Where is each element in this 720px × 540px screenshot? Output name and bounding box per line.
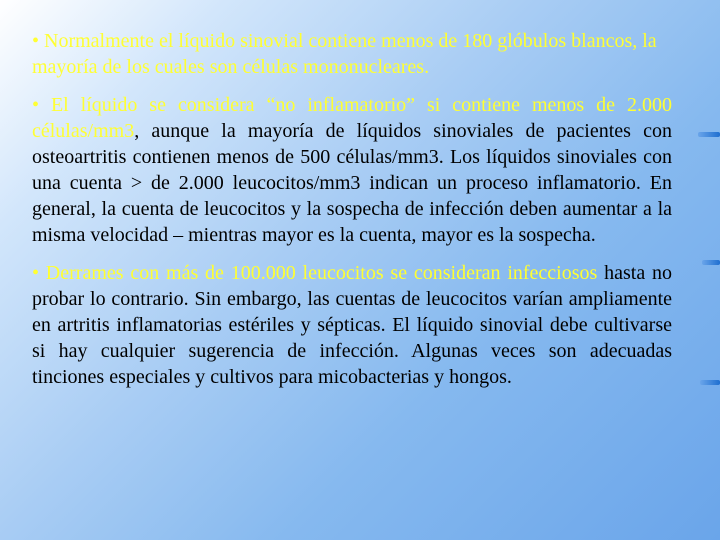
body-text: , aunque la mayoría de líquidos sinoviales de pacientes con osteoartritis contienen menos de 500 células/mm3. Los líquidos sinoviales con una cuenta > de 2.000 leucocitos/mm3 indican un proceso inflamatorio. En general, la cuenta de leucocitos y la sospecha de infección deben aumentar a la misma velocidad – mientras mayor es la cuenta, mayor es la sospecha. <box>32 120 672 246</box>
body-text: hasta no probar lo contrario. Sin embargo, las cuentas de leucocitos varían ampliamente en artritis inflamatorias estériles y sépticas. El líquido sinovial debe cultivarse si hay cualquier sugerencia de infección. Algunas veces son adecuadas tinciones especiales y cultivos para micobacterias y hongos. <box>32 262 672 388</box>
decorative-dash <box>702 260 720 265</box>
decorative-dashes <box>698 120 720 440</box>
slide-body <box>32 28 672 402</box>
highlighted-text: • El líquido se considera “no inflamatorio” si contiene menos de 2.000 células/mm3 <box>32 94 672 142</box>
paragraph-infectious-effusions <box>32 260 672 390</box>
paragraph-normal-leukocytes <box>32 28 672 80</box>
highlighted-text: • Derrames con más de 100.000 leucocitos se consideran infecciosos <box>32 262 598 284</box>
paragraph-non-inflammatory <box>32 92 672 248</box>
decorative-dash <box>700 380 720 385</box>
highlighted-text: • Normalmente el líquido sinovial contiene menos de 180 glóbulos blancos, la mayoría de los cuales son células mononucleares. <box>32 30 657 78</box>
decorative-dash <box>698 132 720 137</box>
